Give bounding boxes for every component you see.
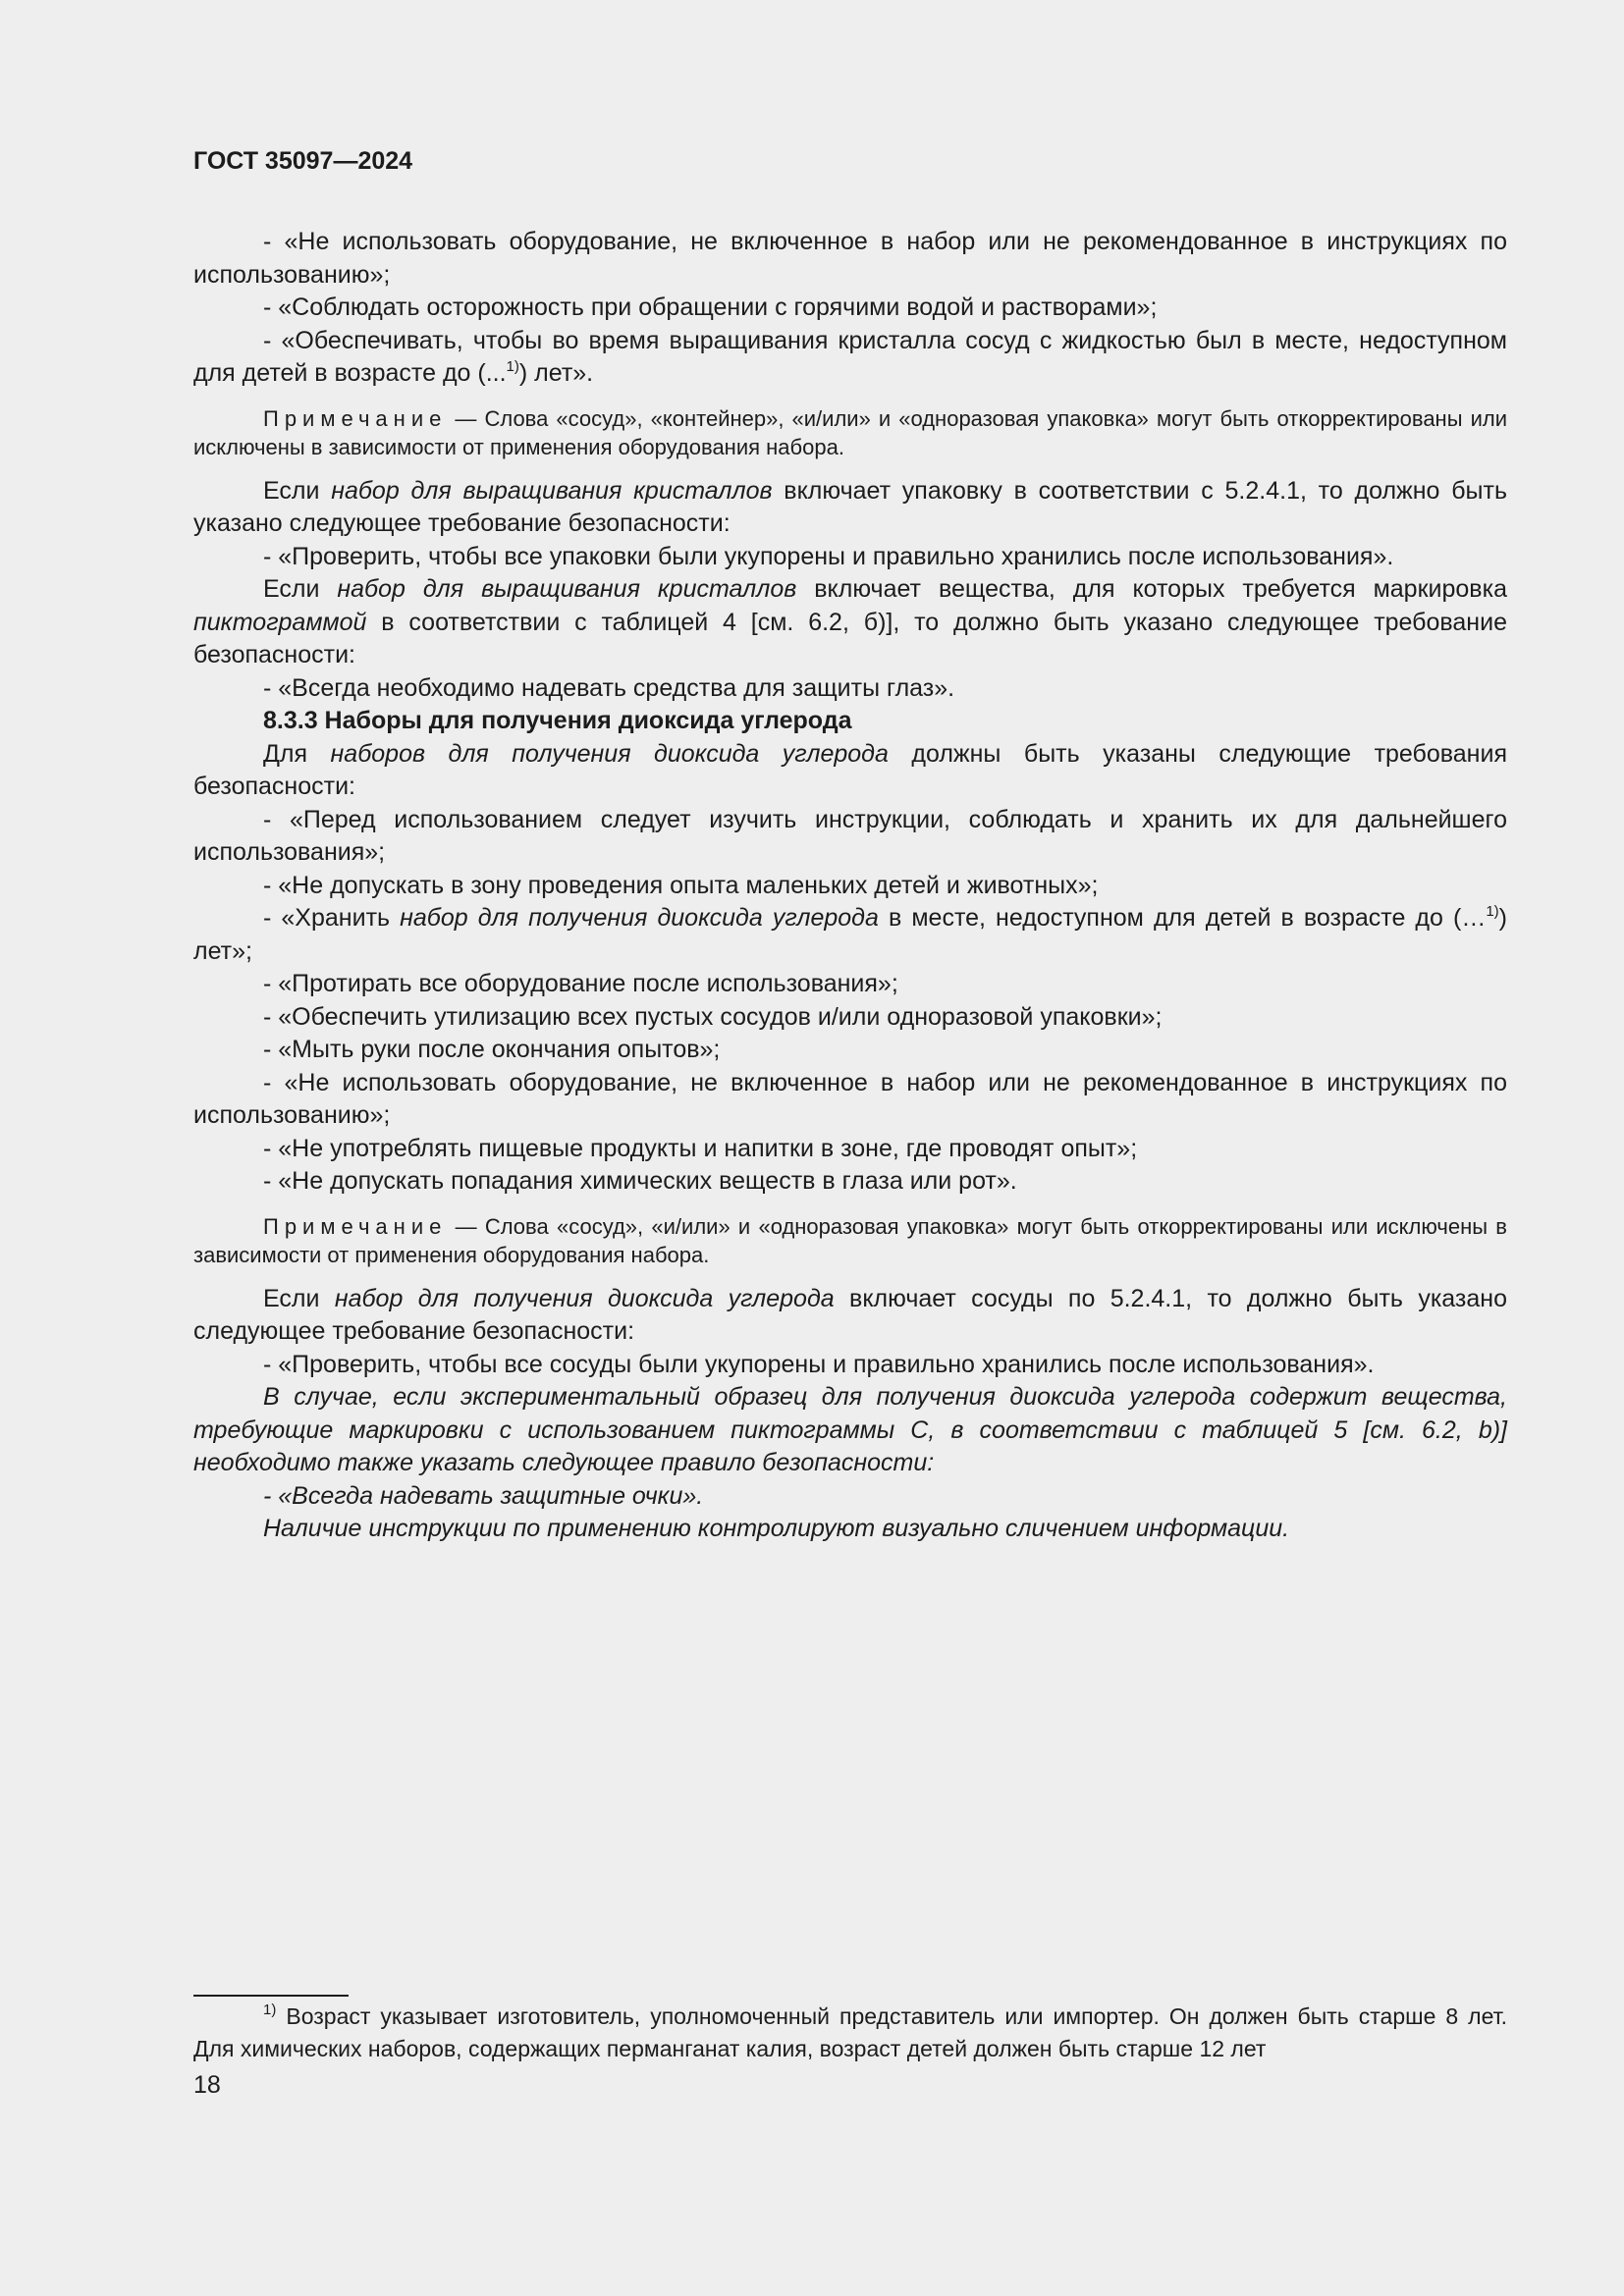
list-item: - «Всегда надевать защитные очки». [263, 1481, 704, 1510]
document-header: ГОСТ 35097—2024 [193, 147, 413, 175]
list-item: - «Обеспечивать, чтобы во время выращивания кристалла сосуд с жидкостью был в месте, недоступном для детей в возрасте до (...$^{1)}$) лет». [193, 326, 1507, 387]
paragraph: Наличие инструкции по применению контролируют визуально сличением информации. [263, 1515, 1290, 1542]
list-item: - «Мыть руки после окончания опытов»; [263, 1036, 721, 1063]
list-item: - «Соблюдать осторожность при обращении с горячими водой и растворами»; [263, 294, 1158, 321]
list-item: - «Перед использованием следует изучить инструкции, соблюдать и хранить их для дальнейшего использования»; [193, 805, 1507, 866]
note-label: Примечание [263, 1213, 448, 1239]
list-item: - «Обеспечить утилизацию всех пустых сосудов и/или одноразовой упаковки»; [263, 1002, 1163, 1031]
list-item: - «Протирать все оборудование после использования»; [263, 970, 898, 997]
note: Примечание — Слова «сосуд», «контейнер», «и/или» и «одноразовая упаковка» могут быть откорректированы или исключены в зависимости от применения оборудования набора. [193, 405, 1507, 459]
note-label: Примечание [263, 405, 448, 431]
list-item: - «Не допускать попадания химических веществ в глаза или рот». [263, 1167, 1017, 1195]
list-item: - «Хранить набор для получения диоксида углерода в месте, недоступном для детей в возрасте до (…$^{1)}$) лет»; [193, 903, 1507, 965]
footnote-divider [193, 1995, 349, 1997]
paragraph: Если набор для получения диоксида углерода включает сосуды по 5.2.4.1, то должно быть указано следующее требование безопасности: [193, 1284, 1507, 1345]
paragraph: Если набор для выращивания кристаллов включает упаковку в соответствии с 5.2.4.1, то должно быть указано следующее требование безопасности: [193, 476, 1507, 537]
section-heading: 8.3.3 Наборы для получения диоксида углерода [263, 707, 852, 734]
page-number: 18 [193, 2071, 221, 2099]
note: Примечание — Слова «сосуд», «и/или» и «одноразовая упаковка» могут быть откорректированы или исключены в зависимости от применения оборудования набора. [193, 1213, 1507, 1267]
list-item: - «Проверить, чтобы все сосуды были укупорены и правильно хранились после использования». [263, 1350, 1375, 1378]
list-item: - «Не допускать в зону проведения опыта маленьких детей и животных»; [263, 871, 1099, 899]
list-item: - «Не употреблять пищевые продукты и напитки в зоне, где проводят опыт»; [263, 1134, 1138, 1162]
list-item: - «Всегда необходимо надевать средства для защиты глаз». [263, 673, 955, 702]
footnote: $^{1)}$ Возраст указывает изготовитель, уполномоченный представитель или импортер. Он должен быть старше 8 лет. Для химических наборов, содержащих перманганат калия, возраст детей должен быть старше 12 лет [193, 2002, 1507, 2061]
list-item: - «Проверить, чтобы все упаковки были укупорены и правильно хранились после использования». [263, 542, 1394, 570]
paragraph: Если набор для выращивания кристаллов включает вещества, для которых требуется маркировка пиктограммой в соответствии с таблицей 4 [см. 6.2, б)], то должно быть указано следующее требование безопасности: [193, 575, 1507, 668]
list-item: - «Не использовать оборудование, не включенное в набор или не рекомендованное в инструкциях по использованию»; [193, 228, 1507, 289]
paragraph: В случае, если экспериментальный образец для получения диоксида углерода содержит вещества, требующие маркировки с использованием пиктограммы С, в соответствии с таблицей 5 [см. 6.2, b)] необходимо также указать следующее правило безопасности: [193, 1383, 1507, 1476]
footnote-ref: 1) [1486, 903, 1499, 920]
footnote-ref: 1) [506, 358, 519, 375]
document-body [193, 226, 1507, 1546]
list-item: - «Не использовать оборудование, не включенное в набор или не рекомендованное в инструкциях по использованию»; [193, 1068, 1507, 1129]
footnote-mark: 1) [263, 2002, 277, 2018]
paragraph: Для наборов для получения диоксида углерода должны быть указаны следующие требования безопасности: [193, 739, 1507, 800]
